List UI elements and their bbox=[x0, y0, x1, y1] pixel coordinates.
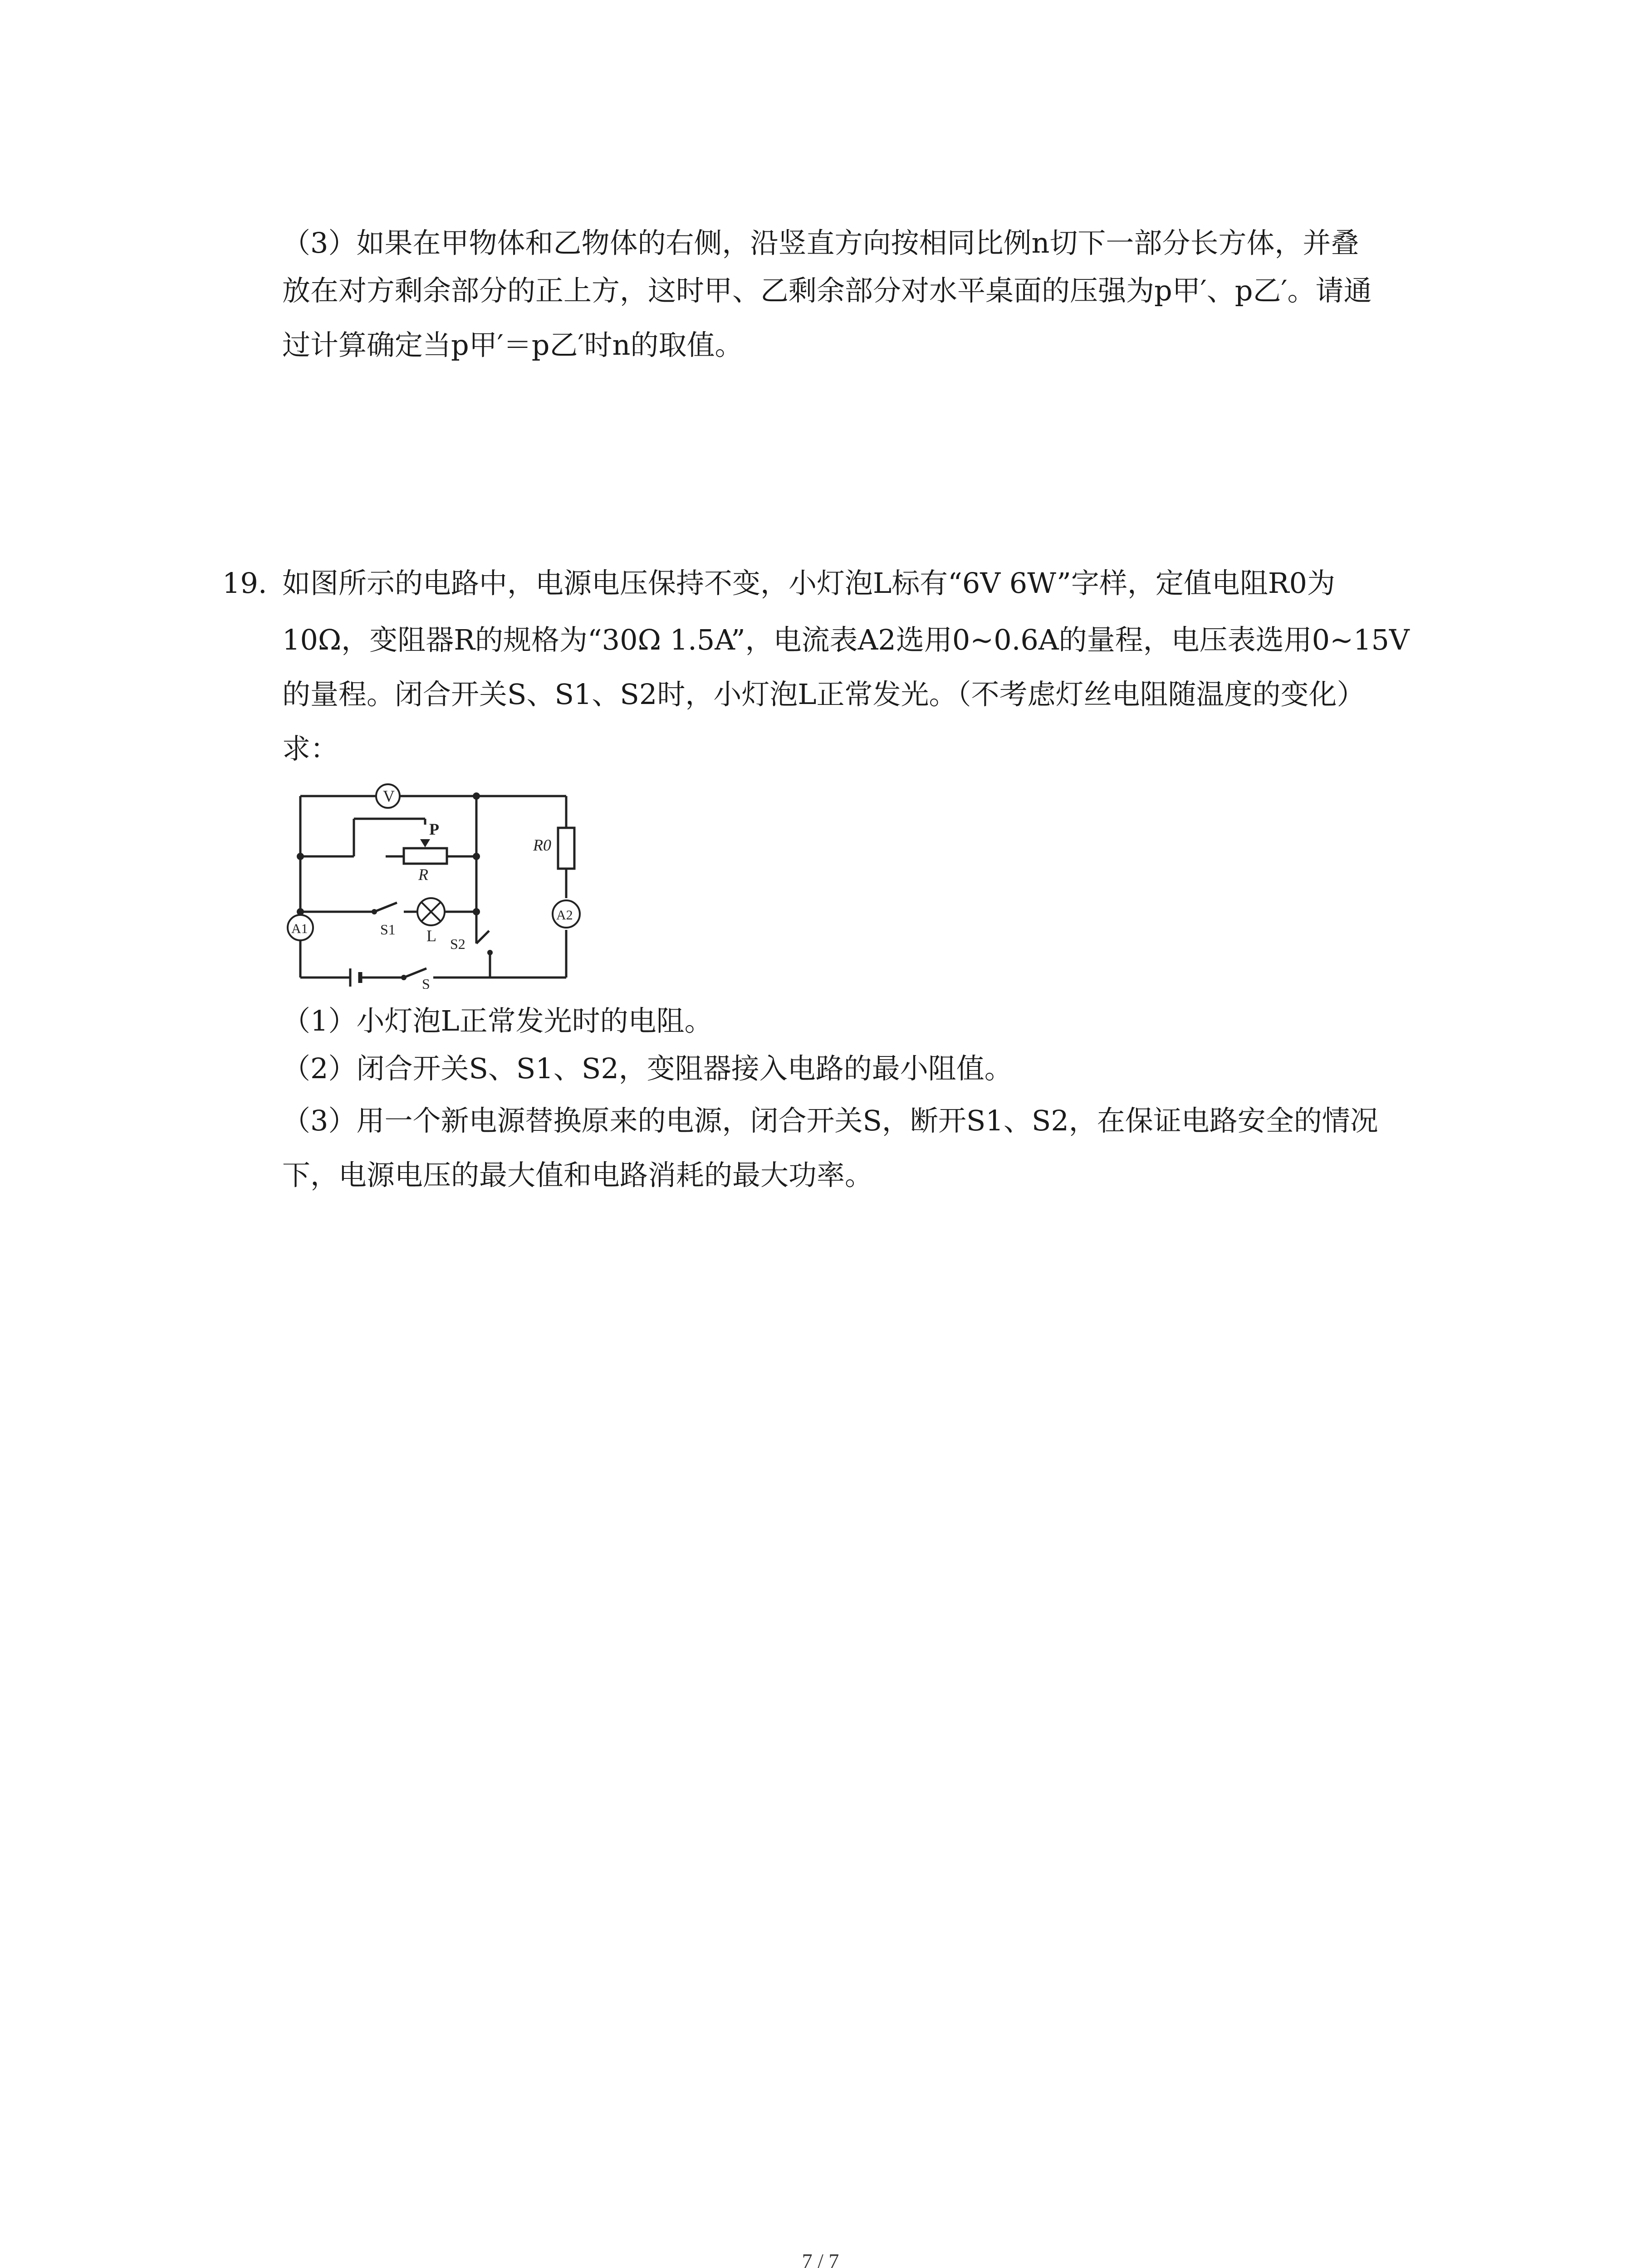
q19-sub3-line1: （3）用一个新电源替换原来的电源，闭合开关S，断开S1、S2，在保证电路安全的情况 bbox=[282, 1104, 1378, 1137]
q19-line2: 10Ω，变阻器R的规格为“30Ω 1.5A”，电流表A2选用0~0.6A的量程，电压表选用0~15V bbox=[282, 623, 1410, 656]
q19-sub1: （1）小灯泡L正常发光时的电阻。 bbox=[282, 1004, 713, 1037]
page-number: 7 / 7 bbox=[802, 2249, 839, 2268]
switch1-label: S1 bbox=[380, 921, 396, 938]
q19-line3: 的量程。闭合开关S、S1、S2时，小灯泡L正常发光。（不考虑灯丝电阻随温度的变化） bbox=[282, 678, 1365, 711]
lamp-label: L bbox=[426, 927, 436, 945]
rheostat-label: R bbox=[418, 865, 428, 884]
question-number: 19. bbox=[222, 567, 267, 600]
circuit-diagram bbox=[272, 771, 599, 989]
ammeter2-label: A2 bbox=[556, 908, 573, 923]
q18-part3-line1: （3）如果在甲物体和乙物体的右侧，沿竖直方向按相同比例n切下一部分长方体，并叠 bbox=[282, 226, 1359, 259]
q18-part3-line3: 过计算确定当p甲′＝p乙′时n的取值。 bbox=[282, 328, 743, 362]
q19-line4: 求： bbox=[282, 732, 339, 765]
voltmeter-label: V bbox=[383, 787, 395, 805]
resistor-label: R0 bbox=[533, 836, 551, 854]
ammeter1-label: A1 bbox=[291, 921, 308, 936]
q19-line1: 如图所示的电路中，电源电压保持不变，小灯泡L标有“6V 6W”字样，定值电阻R0为 bbox=[282, 567, 1335, 600]
q18-part3-line2: 放在对方剩余部分的正上方，这时甲、乙剩余部分对水平桌面的压强为p甲′、p乙′。请通 bbox=[282, 274, 1372, 307]
switch-main-label: S bbox=[422, 976, 430, 989]
q19-sub3-line2: 下，电源电压的最大值和电路消耗的最大功率。 bbox=[282, 1158, 873, 1192]
switch2-label: S2 bbox=[450, 936, 465, 952]
slider-label: P bbox=[429, 820, 439, 838]
q19-sub2: （2）闭合开关S、S1、S2，变阻器接入电路的最小阻值。 bbox=[282, 1052, 1013, 1085]
